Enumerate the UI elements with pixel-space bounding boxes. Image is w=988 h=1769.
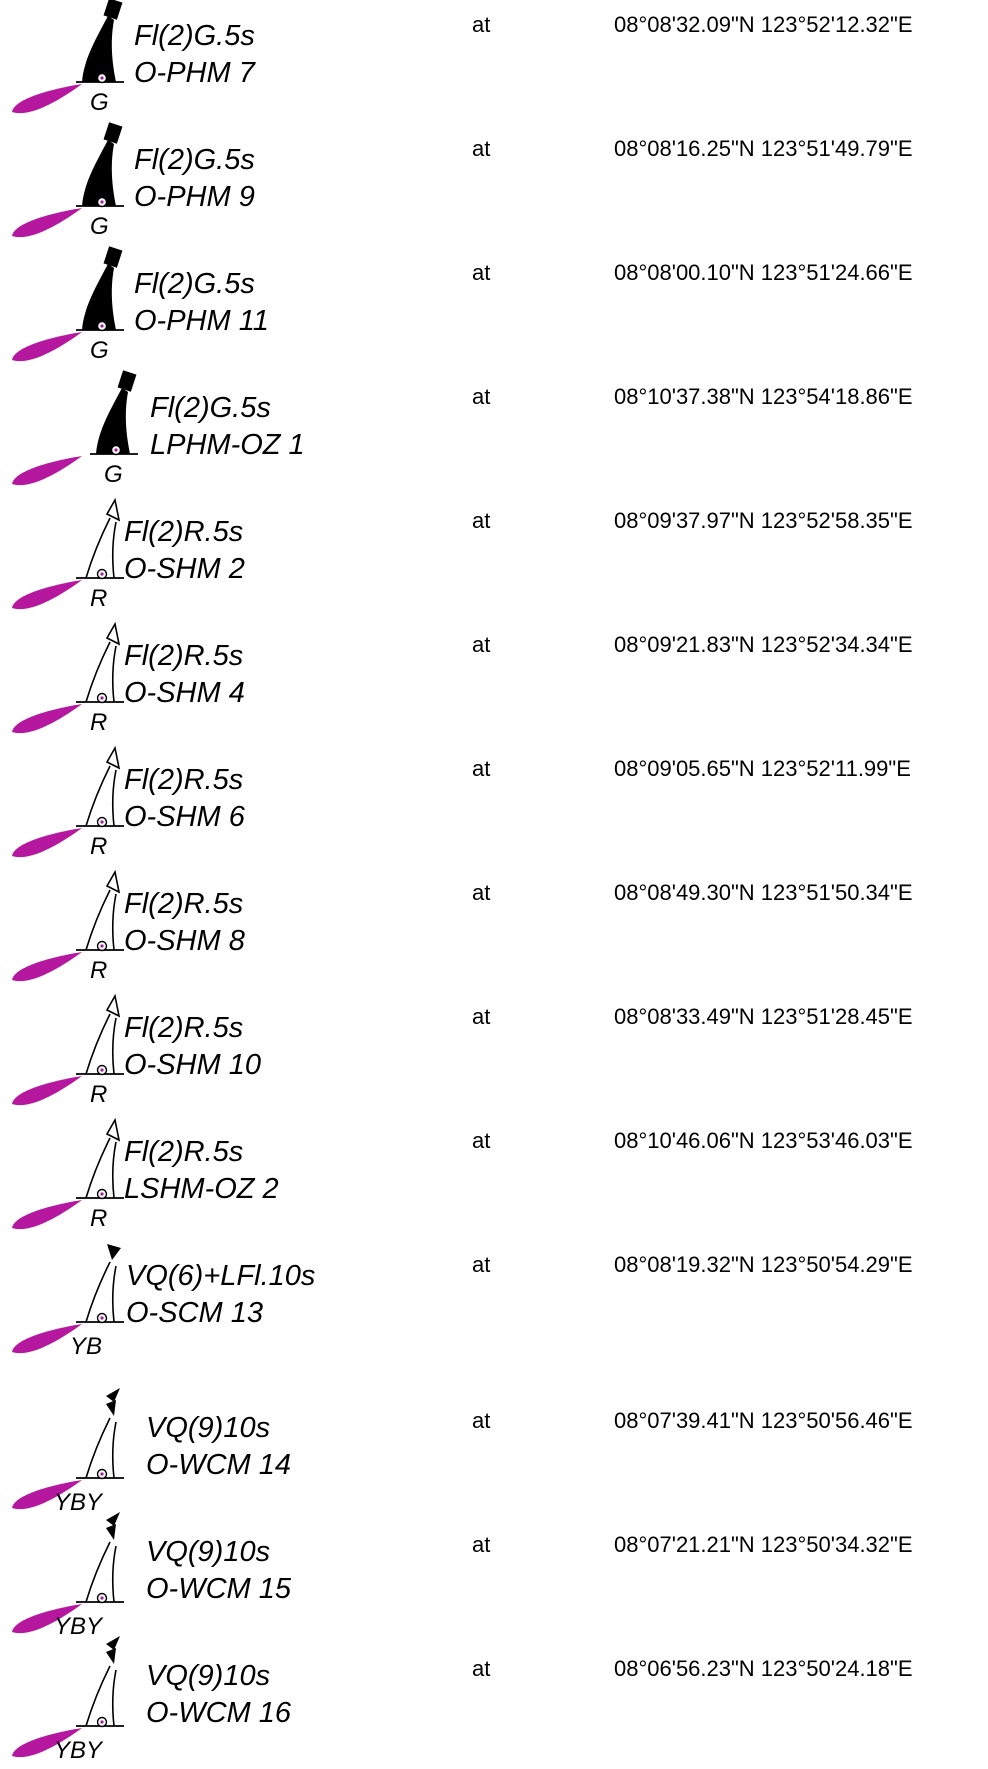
position-coordinates: 08°08'33.49"N 123°51'28.45"E bbox=[614, 1004, 913, 1029]
port-lateral-mark-icon bbox=[0, 248, 140, 372]
position-coordinates: 08°09'05.65"N 123°52'11.99"E bbox=[614, 756, 911, 781]
buoy-row bbox=[0, 496, 988, 620]
colour-code-label: YBY bbox=[54, 1737, 103, 1764]
buoy-name: O-WCM 16 bbox=[146, 1697, 291, 1729]
light-characteristic: Fl(2)R.5s bbox=[124, 764, 244, 796]
position-coordinates: 08°08'32.09"N 123°52'12.32"E bbox=[614, 12, 913, 37]
buoy-label bbox=[146, 1534, 291, 1608]
starboard-lateral-mark-icon bbox=[0, 1116, 140, 1240]
light-characteristic: Fl(2)G.5s bbox=[134, 20, 255, 52]
light-characteristic: VQ(6)+LFl.10s bbox=[126, 1260, 316, 1292]
position-dot-icon bbox=[100, 1192, 103, 1195]
position-dot-icon bbox=[100, 324, 103, 327]
buoy-row bbox=[0, 1520, 988, 1644]
starboard-lateral-mark-icon bbox=[0, 620, 140, 744]
position-dot-icon bbox=[100, 1472, 103, 1475]
port-lateral-mark-icon bbox=[0, 372, 140, 496]
position-dot-icon bbox=[100, 696, 103, 699]
buoy-label bbox=[124, 638, 245, 712]
buoy-row bbox=[0, 1116, 988, 1240]
colour-code-label: G bbox=[104, 461, 123, 488]
colour-code-label: G bbox=[90, 89, 109, 116]
position-coordinates: 08°08'00.10"N 123°51'24.66"E bbox=[614, 260, 913, 285]
at-label: at bbox=[472, 260, 491, 285]
buoy-row bbox=[0, 248, 988, 372]
at-label: at bbox=[472, 1252, 491, 1277]
position-coordinates: 08°08'19.32"N 123°50'54.29"E bbox=[614, 1252, 913, 1277]
port-lateral-mark-icon bbox=[0, 0, 140, 124]
can-topmark-icon bbox=[104, 122, 123, 143]
at-label: at bbox=[472, 1532, 491, 1557]
colour-code-label: R bbox=[90, 585, 108, 612]
light-characteristic: Fl(2)R.5s bbox=[124, 516, 244, 548]
light-flare-icon bbox=[12, 332, 82, 361]
buoy-name: O-PHM 9 bbox=[134, 181, 255, 213]
position-dot-icon bbox=[100, 572, 103, 575]
buoy-name: O-WCM 14 bbox=[146, 1449, 291, 1481]
at-label: at bbox=[472, 508, 491, 533]
can-topmark-icon bbox=[118, 370, 137, 391]
buoy-row bbox=[0, 868, 988, 992]
at-label: at bbox=[472, 136, 491, 161]
position-coordinates: 08°07'21.21"N 123°50'34.32"E bbox=[614, 1532, 913, 1557]
buoy-label bbox=[124, 1010, 261, 1084]
cone-down-topmark-icon bbox=[107, 1244, 121, 1260]
buoy-label bbox=[124, 886, 245, 960]
position-coordinates: 08°09'37.97"N 123°52'58.35"E bbox=[614, 508, 913, 533]
position-coordinates: 08°08'49.30"N 123°51'50.34"E bbox=[614, 880, 913, 905]
buoy-label bbox=[126, 1258, 315, 1332]
buoy-name: O-SHM 10 bbox=[124, 1049, 261, 1081]
position-dot-icon bbox=[100, 944, 103, 947]
at-label: at bbox=[472, 1656, 491, 1681]
west-cardinal-mark-icon bbox=[0, 1520, 140, 1644]
position-coordinates: 08°07'39.41"N 123°50'56.46"E bbox=[614, 1408, 913, 1433]
buoy-label bbox=[134, 266, 269, 340]
at-label: at bbox=[472, 1408, 491, 1433]
west-cardinal-mark-icon bbox=[0, 1644, 140, 1768]
light-flare-icon bbox=[12, 1200, 82, 1229]
buoy-label bbox=[124, 1134, 279, 1208]
buoy-row bbox=[0, 1644, 988, 1768]
position-dot-icon bbox=[100, 1068, 103, 1071]
colour-code-label: R bbox=[90, 957, 108, 984]
colour-code-label: R bbox=[90, 1081, 108, 1108]
buoy-name: O-SHM 4 bbox=[124, 677, 245, 709]
pillar-body bbox=[82, 264, 116, 330]
position-coordinates: 08°10'46.06"N 123°53'46.03"E bbox=[614, 1128, 913, 1153]
position-dot-icon bbox=[100, 76, 103, 79]
light-characteristic: VQ(9)10s bbox=[146, 1660, 271, 1692]
buoy-row bbox=[0, 992, 988, 1116]
light-characteristic: Fl(2)G.5s bbox=[134, 144, 255, 176]
buoy-name: LPHM-OZ 1 bbox=[150, 429, 305, 461]
cone-topmark-icon bbox=[107, 996, 119, 1016]
buoy-label bbox=[134, 142, 255, 216]
colour-code-label: R bbox=[90, 833, 108, 860]
buoy-label bbox=[146, 1658, 291, 1732]
colour-code-label: YBY bbox=[54, 1613, 103, 1640]
light-flare-icon bbox=[12, 1076, 82, 1105]
position-dot-icon bbox=[100, 1596, 103, 1599]
light-characteristic: Fl(2)R.5s bbox=[124, 640, 244, 672]
pillar-body bbox=[96, 388, 130, 454]
pillar-body bbox=[82, 140, 116, 206]
at-label: at bbox=[472, 632, 491, 657]
buoy-name: O-PHM 11 bbox=[134, 305, 269, 337]
at-label: at bbox=[472, 384, 491, 409]
light-flare-icon bbox=[12, 952, 82, 981]
light-flare-icon bbox=[12, 704, 82, 733]
buoy-label bbox=[134, 18, 255, 92]
pillar-body bbox=[82, 16, 116, 82]
position-dot-icon bbox=[100, 1720, 103, 1723]
buoy-name: O-SHM 8 bbox=[124, 925, 245, 957]
light-characteristic: Fl(2)R.5s bbox=[124, 888, 244, 920]
at-label: at bbox=[472, 756, 491, 781]
cone-topmark-icon bbox=[107, 872, 119, 892]
colour-code-label: YBY bbox=[54, 1489, 103, 1516]
starboard-lateral-mark-icon bbox=[0, 496, 140, 620]
buoy-name: LSHM-OZ 2 bbox=[124, 1173, 279, 1205]
buoy-row bbox=[0, 1240, 988, 1364]
position-coordinates: 08°08'16.25"N 123°51'49.79"E bbox=[614, 136, 913, 161]
position-coordinates: 08°10'37.38"N 123°54'18.86"E bbox=[614, 384, 913, 409]
colour-code-label: R bbox=[90, 709, 108, 736]
cone-topmark-icon bbox=[106, 1648, 116, 1664]
cone-topmark-icon bbox=[106, 1400, 116, 1416]
buoy-name: O-SHM 2 bbox=[124, 553, 245, 585]
position-coordinates: 08°06'56.23"N 123°50'24.18"E bbox=[614, 1656, 913, 1681]
at-label: at bbox=[472, 1004, 491, 1029]
light-characteristic: Fl(2)G.5s bbox=[134, 268, 255, 300]
south-cardinal-mark-icon bbox=[0, 1240, 140, 1364]
buoy-row bbox=[0, 0, 988, 124]
at-label: at bbox=[472, 12, 491, 37]
starboard-lateral-mark-icon bbox=[0, 868, 140, 992]
buoy-row bbox=[0, 124, 988, 248]
light-flare-icon bbox=[12, 84, 82, 113]
at-label: at bbox=[472, 880, 491, 905]
starboard-lateral-mark-icon bbox=[0, 992, 140, 1116]
colour-code-label: G bbox=[90, 213, 109, 240]
light-characteristic: Fl(2)R.5s bbox=[124, 1012, 244, 1044]
buoy-label bbox=[146, 1410, 291, 1484]
light-flare-icon bbox=[12, 456, 82, 485]
cone-topmark-icon bbox=[106, 1524, 116, 1540]
position-dot-icon bbox=[100, 1316, 103, 1319]
buoy-label bbox=[150, 390, 305, 464]
buoy-name: O-PHM 7 bbox=[134, 57, 255, 89]
light-flare-icon bbox=[12, 828, 82, 857]
colour-code-label: R bbox=[90, 1205, 108, 1232]
buoy-label bbox=[124, 762, 245, 836]
light-flare-icon bbox=[12, 580, 82, 609]
cone-topmark-icon bbox=[107, 500, 119, 520]
port-lateral-mark-icon bbox=[0, 124, 140, 248]
position-coordinates: 08°09'21.83"N 123°52'34.34"E bbox=[614, 632, 913, 657]
position-dot-icon bbox=[114, 448, 117, 451]
west-cardinal-mark-icon bbox=[0, 1396, 140, 1520]
buoy-name: O-WCM 15 bbox=[146, 1573, 291, 1605]
buoy-label bbox=[124, 514, 245, 588]
buoy-row bbox=[0, 1396, 988, 1520]
buoy-row bbox=[0, 372, 988, 496]
cone-topmark-icon bbox=[106, 1388, 120, 1402]
colour-code-label: YB bbox=[70, 1333, 103, 1360]
buoy-name: O-SCM 13 bbox=[126, 1297, 263, 1329]
can-topmark-icon bbox=[104, 0, 123, 20]
at-label: at bbox=[472, 1128, 491, 1153]
light-characteristic: VQ(9)10s bbox=[146, 1412, 271, 1444]
cone-topmark-icon bbox=[107, 624, 119, 644]
can-topmark-icon bbox=[104, 246, 123, 267]
cone-topmark-icon bbox=[107, 748, 119, 768]
buoy-row bbox=[0, 744, 988, 868]
light-flare-icon bbox=[12, 208, 82, 237]
starboard-lateral-mark-icon bbox=[0, 744, 140, 868]
light-characteristic: VQ(9)10s bbox=[146, 1536, 271, 1568]
cone-topmark-icon bbox=[107, 1120, 119, 1140]
colour-code-label: G bbox=[90, 337, 109, 364]
light-characteristic: Fl(2)R.5s bbox=[124, 1136, 244, 1168]
position-dot-icon bbox=[100, 200, 103, 203]
position-dot-icon bbox=[100, 820, 103, 823]
buoy-name: O-SHM 6 bbox=[124, 801, 245, 833]
buoy-row bbox=[0, 620, 988, 744]
light-characteristic: Fl(2)G.5s bbox=[150, 392, 271, 424]
